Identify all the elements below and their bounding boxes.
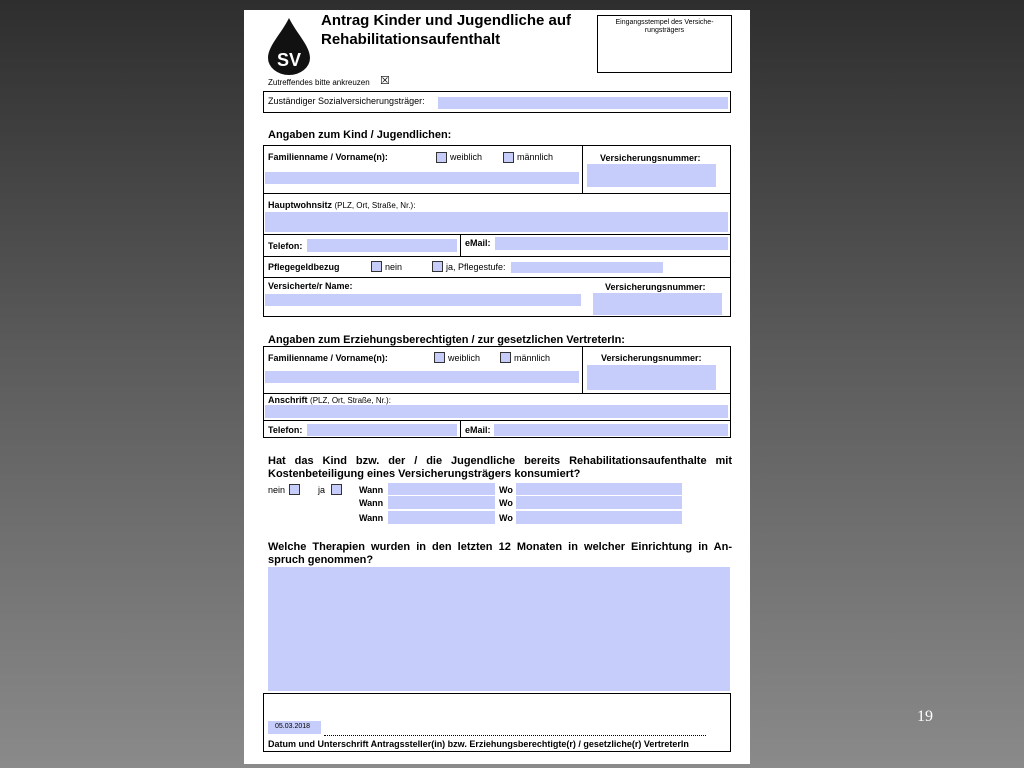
previous-no-checkbox[interactable] (289, 484, 300, 495)
therapies-question-line1: Welche Therapien wurden in den letzten 12 Monaten in welcher Einrichtung in An- (268, 541, 732, 553)
previous-no-label: nein (268, 485, 286, 495)
previous-stays-question-line2: Kostenbeteiligung eines Versicherungsträgers konsumiert? (268, 468, 581, 480)
therapies-question-line2: spruch genommen? (268, 554, 374, 566)
date-value: 05.03.2018 (275, 723, 311, 730)
child-male-label: männlich (517, 152, 554, 162)
guardian-email-label: eMail: (465, 425, 491, 435)
care-yes-checkbox[interactable] (432, 261, 443, 272)
care-level-field[interactable] (511, 262, 663, 273)
guardian-phone-field[interactable] (307, 424, 457, 436)
carrier-label: Zuständiger Sozialversicherungsträger: (268, 96, 425, 106)
when-label-1: Wann (359, 485, 384, 495)
guardian-section-heading: Angaben zum Erziehungsberechtigten / zur gesetzlichen VertreterIn: (268, 334, 625, 346)
carrier-field[interactable] (438, 97, 728, 109)
guardian-insurance-field[interactable] (587, 365, 716, 390)
child-name-field[interactable] (265, 172, 579, 184)
guardian-male-label: männlich (514, 353, 551, 363)
address-hint: (PLZ, Ort, Straße, Nr.): (310, 396, 391, 405)
care-no-checkbox[interactable] (371, 261, 382, 272)
residence-hint: (PLZ, Ort, Straße, Nr.): (334, 201, 416, 210)
stamp-box (597, 15, 732, 73)
where-label-2: Wo (499, 498, 513, 508)
form-title-line1: Antrag Kinder und Jugendliche auf (321, 12, 572, 29)
residence-label (268, 200, 415, 210)
guardian-female-checkbox[interactable] (434, 352, 445, 363)
where-field-3[interactable] (516, 511, 682, 524)
residence-field[interactable] (265, 212, 728, 232)
when-field-2[interactable] (388, 496, 495, 509)
child-female-checkbox[interactable] (436, 152, 447, 163)
instruction-text: Zutreffendes bitte ankreuzen (268, 78, 370, 87)
previous-stays-question-line1: Hat das Kind bzw. der / die Jugendliche bereits Rehabilitationsaufenthalte mit (268, 455, 732, 467)
child-phone-label: Telefon: (268, 241, 303, 251)
address-label-text: Anschrift (268, 395, 308, 405)
guardian-phone-label: Telefon: (268, 425, 303, 435)
where-label-3: Wo (499, 513, 513, 523)
when-label-2: Wann (359, 498, 384, 508)
child-female-label: weiblich (450, 152, 483, 162)
form-title-line2: Rehabilitationsaufenthalt (321, 31, 501, 48)
guardian-name-label: Familienname / Vorname(n): (268, 353, 388, 363)
insured-number-label: Versicherungsnummer: (605, 282, 706, 292)
child-email-label: eMail: (465, 238, 491, 248)
child-male-checkbox[interactable] (503, 152, 514, 163)
child-insurance-field[interactable] (587, 164, 716, 187)
where-field-2[interactable] (516, 496, 682, 509)
checked-box-icon: ☒ (380, 75, 390, 87)
child-section-heading: Angaben zum Kind / Jugendlichen: (268, 129, 452, 141)
guardian-male-checkbox[interactable] (500, 352, 511, 363)
when-field-3[interactable] (388, 511, 495, 524)
child-email-field[interactable] (495, 237, 728, 250)
guardian-name-field[interactable] (265, 371, 579, 383)
stamp-label: Eingangsstempel des Versiche- rungsträgers (615, 19, 714, 34)
previous-yes-checkbox[interactable] (331, 484, 342, 495)
signature-line (324, 735, 706, 736)
sv-logo (266, 16, 312, 76)
insured-name-field[interactable] (265, 294, 581, 306)
application-form-page (244, 10, 750, 764)
slide-number: 19 (917, 708, 933, 725)
previous-yes-label: ja (318, 485, 326, 495)
care-allowance-label: Pflegegeldbezug (268, 262, 340, 272)
where-label-1: Wo (499, 485, 513, 495)
address-field[interactable] (265, 405, 728, 418)
care-no-label: nein (385, 262, 403, 272)
insured-name-label: Versicherte/r Name: (268, 281, 353, 291)
when-field-1[interactable] (388, 483, 495, 495)
care-yes-label: ja, Pflegestufe: (446, 262, 506, 272)
child-name-label: Familienname / Vorname(n): (268, 152, 388, 162)
guardian-female-label: weiblich (448, 353, 481, 363)
residence-label-text: Hauptwohnsitz (268, 200, 332, 210)
child-insurance-label: Versicherungsnummer: (600, 153, 701, 163)
therapies-field[interactable] (268, 567, 730, 691)
guardian-email-field[interactable] (494, 424, 728, 436)
child-phone-field[interactable] (307, 239, 457, 252)
logo-text: SV (276, 50, 302, 70)
when-label-3: Wann (359, 513, 384, 523)
address-label (268, 395, 391, 405)
guardian-insurance-label: Versicherungsnummer: (601, 353, 702, 363)
signature-label: Datum und Unterschrift Antragssteller(in) bzw. Erziehungsberechtigte(r) / gesetzliche(r) VertreterIn (268, 739, 689, 749)
where-field-1[interactable] (516, 483, 682, 495)
insured-number-field[interactable] (593, 293, 722, 315)
